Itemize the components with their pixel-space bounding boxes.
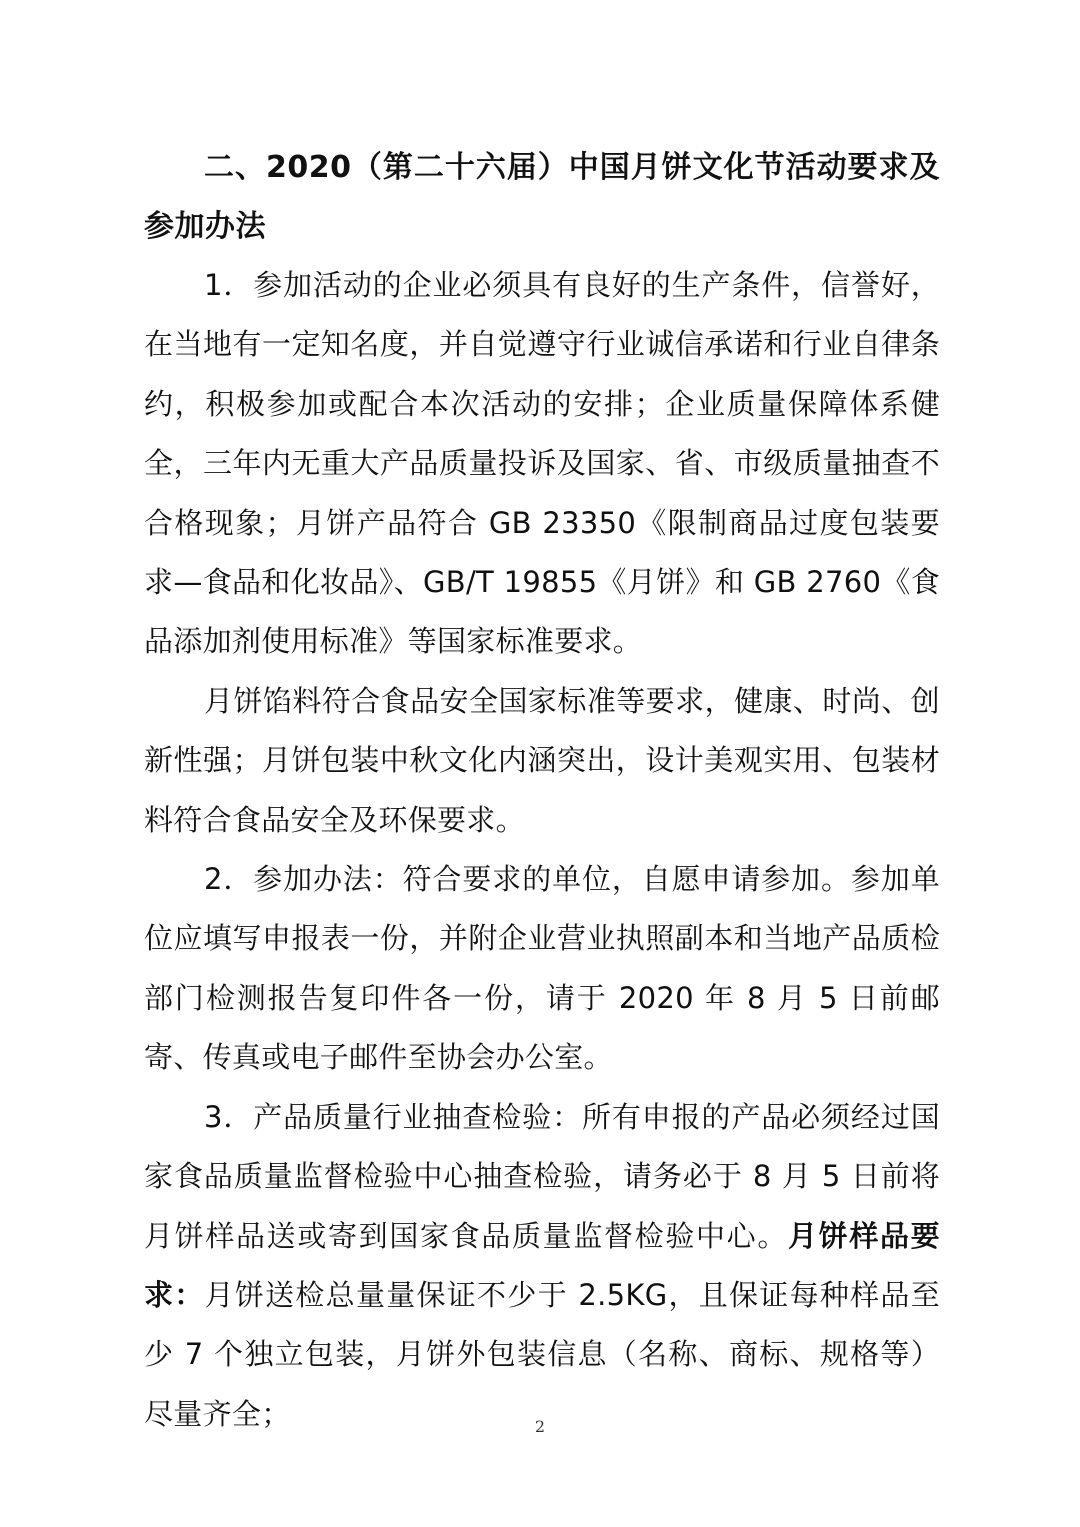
page-number: 2 bbox=[534, 1417, 546, 1436]
paragraph-quality-inspection bbox=[144, 1088, 940, 1444]
document-page bbox=[144, 138, 940, 1444]
paragraph-requirements: 1．参加活动的企业必须具有良好的生产条件，信誉好，在当地有一定知名度，并自觉遵守行业诚信承诺和行业自律条约，积极参加或配合本次活动的安排；企业质量保障体系健全，三年内无重大产品质量投诉及国家、省、市级质量抽查不合格现象；月饼产品符合 GB 23350《限制商品过度包装要求—食品和化妆品》、GB/T 19855《月饼》和 GB 2760《食品添加剂使用标准》等国家标准要求。 bbox=[144, 268, 940, 659]
paragraph-participation-method: 2．参加办法：符合要求的单位，自愿申请参加。参加单位应填写申报表一份，并附企业营业执照副本和当地产品质检部门检测报告复印件各一份，请于 2020 年 8 月 5 日前邮寄、传真或电子邮件至协会办公室。 bbox=[144, 862, 940, 1075]
paragraph-filling-packaging: 月饼馅料符合食品安全国家标准等要求，健康、时尚、创新性强；月饼包装中秋文化内涵突出，设计美观实用、包装材料符合食品安全及环保要求。 bbox=[144, 683, 940, 837]
sample-requirements-label: 月饼样品要求： bbox=[144, 1218, 940, 1312]
sample-requirements-text: 月饼送检总量量保证不少于 2.5KG，且保证每种样品至少 7 个独立包装，月饼外包装信息（名称、商标、规格等）尽量齐全； bbox=[144, 1277, 940, 1431]
inspection-text: 3．产品质量行业抽查检验：所有申报的产品必须经过国家食品质量监督检验中心抽查检验，请务必于 8 月 5 日前将月饼样品送或寄到国家食品质量监督检验中心。 bbox=[144, 1099, 940, 1253]
section-heading: 二、2020（第二十六届）中国月饼文化节活动要求及参加办法 bbox=[144, 150, 940, 244]
